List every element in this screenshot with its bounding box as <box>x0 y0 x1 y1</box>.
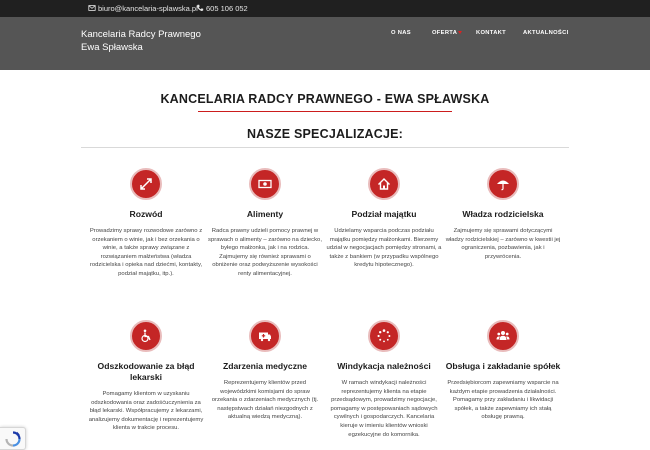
logo-line-2: Ewa Spławska <box>81 42 143 53</box>
nav-item-oferta[interactable]: OFERTA <box>432 30 458 36</box>
card-title: Alimenty <box>246 209 284 219</box>
card-title: Zdarzenia medyczne <box>222 361 308 371</box>
card-title: Władza rodzicielska <box>462 209 544 219</box>
nav-item-o-nas[interactable]: O NAS <box>391 30 411 36</box>
card-alimenty <box>203 168 327 279</box>
ambulance-icon <box>249 320 281 352</box>
card-rozwod <box>84 168 208 279</box>
card-podzial-majatku <box>322 168 446 270</box>
top-contact-bar <box>0 0 650 17</box>
card-title: Obsługa i zakładanie spółek <box>445 361 561 371</box>
section-title: NASZE SPECJALIZACJE: <box>246 127 404 141</box>
home-icon <box>368 168 400 200</box>
card-wladza-rodzicielska <box>441 168 565 261</box>
spinner-icon <box>368 320 400 352</box>
section-divider <box>81 147 569 148</box>
card-zdarzenia-medyczne <box>203 320 327 422</box>
card-text: Przedsiębiorcom zapewniamy wsparcie na każdym etapie prowadzenia działalności. Pomagamy przy zakładaniu i likwidacji spółek, a także zapewniamy ich stałą obsługę prawną. <box>447 380 559 421</box>
card-text: Zajmujemy się sprawami dotyczącymi władzy rodzicielskiej – zarówno w kwestii jej ograniczenia, pozbawienia, jak i przywrócenia. <box>445 228 561 260</box>
site-header <box>0 17 650 70</box>
email-text: biuro@kancelaria-splawska.pl <box>98 4 198 13</box>
card-title: Odszkodowanie za błąd lekarski <box>97 361 195 382</box>
card-title: Podział majątku <box>351 209 417 219</box>
nav-item-aktualnosci[interactable]: AKTUALNOŚCI <box>523 30 569 36</box>
umbrella-icon <box>487 168 519 200</box>
card-text: W ramach windykacji należności reprezentujemy klienta na etapie przedsądowym, prowadzimy negocjacje, pomagamy w postępowaniach sądowych cywilnych i gospodarczych. Kancelaria kieruje w imieniu klientów wnioski egzekucyjne do komornika. <box>330 380 438 438</box>
phone-link[interactable] <box>196 3 248 14</box>
card-text: Reprezentujemy klientów przed wojewódzkimi komisjami do spraw orzekania o zdarzeniach medycznych (tj. następstwach działań niezgodnych z aktualną wiedzą medyczną). <box>211 380 319 421</box>
card-odszkodowanie <box>84 320 208 433</box>
card-text: Prowadzimy sprawy rozwodowe zarówno z orzekaniem o winie, jak i bez orzekania o winie, a także sprawy związane z rozwiązaniem małżeństwa (władza rodzicielska i opieka nad dziećmi, kontakty, podział majątku, itp.). <box>89 228 203 277</box>
title-underline <box>198 111 452 112</box>
users-icon <box>487 320 519 352</box>
expand-arrows-icon <box>130 168 162 200</box>
card-text: Pomagamy klientom w uzyskaniu odszkodowania oraz zadośćuczynienia za błąd lekarski. Współpracujemy z lekarzami, analizujemy dokumentację i reprezentujemy klienta w trakcie procesu. <box>88 391 204 432</box>
site-logo[interactable] <box>81 28 201 54</box>
phone-icon <box>196 4 204 12</box>
recaptcha-badge[interactable] <box>0 427 26 450</box>
wheelchair-icon <box>130 320 162 352</box>
card-title: Rozwód <box>129 209 163 219</box>
card-obsluga-spolek <box>441 320 565 422</box>
logo-line-1: Kancelaria Radcy Prawnego <box>81 29 201 40</box>
dropdown-caret-icon[interactable] <box>458 31 462 34</box>
phone-text: 605 106 052 <box>206 4 248 13</box>
envelope-icon <box>88 4 96 12</box>
card-windykacja <box>322 320 446 439</box>
recaptcha-icon <box>5 431 21 447</box>
page-title: KANCELARIA RADCY PRAWNEGO - EWA SPŁAWSKA <box>160 92 490 106</box>
nav-item-kontakt[interactable]: KONTAKT <box>476 30 507 36</box>
card-title: Windykacja należności <box>337 361 431 371</box>
money-icon <box>249 168 281 200</box>
card-text: Udzielamy wsparcia podczas podziału majątku pomiędzy małżonkami. Bierzemy udział w negocjacjach pomiędzy stronami, a także z bankiem (w przypadku wspólnego kredytu hipotecznego). <box>326 228 442 269</box>
card-text: Radca prawny udzieli pomocy prawnej w sprawach o alimenty – zarówno na dziecko, byłego małżonka, jak i na rodzica. Zajmujemy się również sprawami o obniżenie oraz podwyższenie wysokości renty alimentacyjnej. <box>208 228 322 277</box>
email-link[interactable] <box>88 3 198 14</box>
